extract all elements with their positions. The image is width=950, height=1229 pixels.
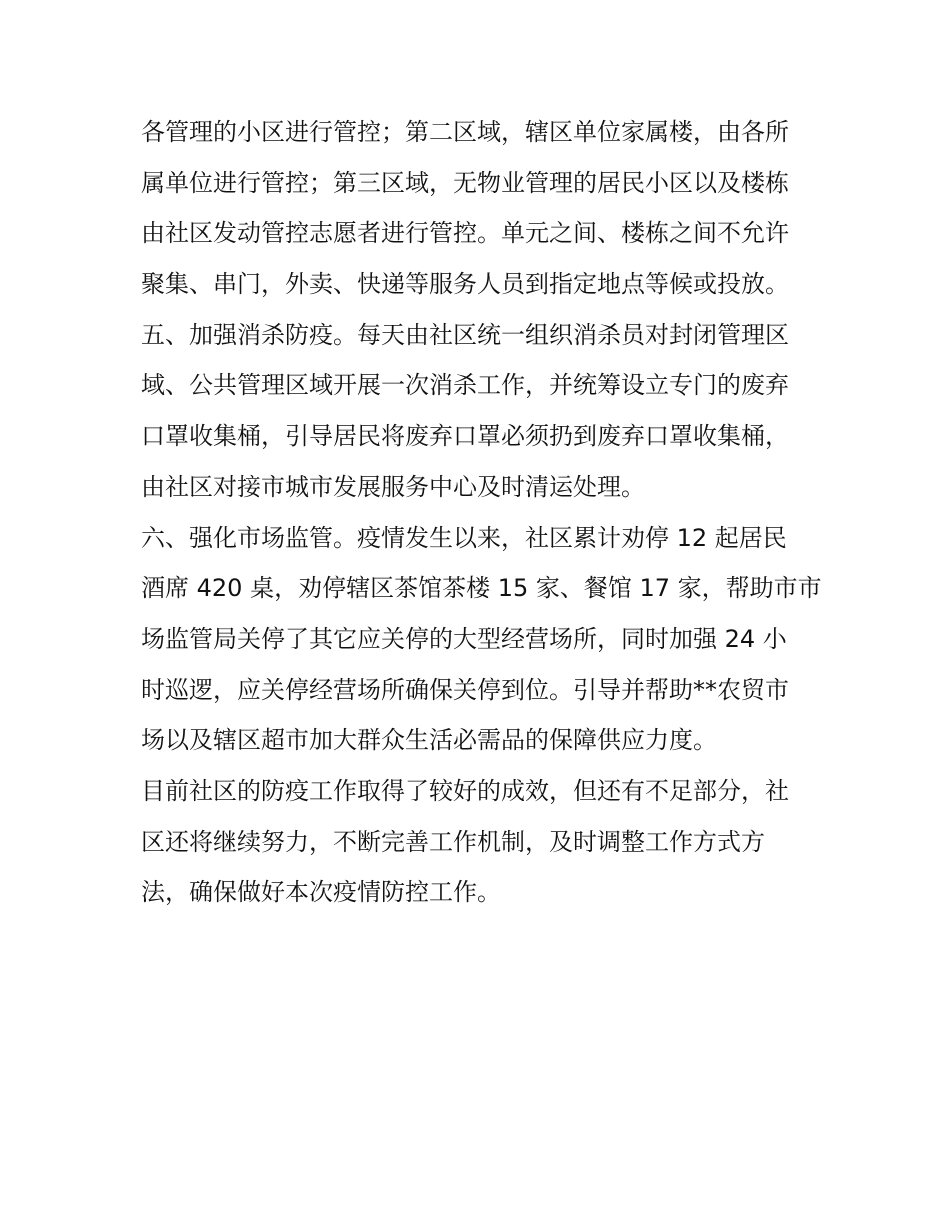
text-line: 时巡逻，应关停经营场所确保关停到位。引导并帮助**农贸市 [141, 675, 789, 704]
text-line: 法，确保做好本次疫情防控工作。 [141, 878, 501, 907]
text-line: 由社区对接市城市发展服务中心及时清运处理。 [141, 472, 645, 501]
text-line: 口罩收集桶，引导居民将废弃口罩必须扔到废弃口罩收集桶， [141, 422, 789, 451]
text-line: 五、加强消杀防疫。每天由社区统一组织消杀员对封闭管理区 [141, 320, 789, 349]
text-line: 酒席 420 桌，劝停辖区茶馆茶楼 15 家、餐馆 17 家，帮助市市 [141, 574, 822, 603]
text-line: 各管理的小区进行管控；第二区域，辖区单位家属楼，由各所 [141, 118, 789, 146]
body-text [141, 107, 822, 918]
text-line: 六、强化市场监管。疫情发生以来，社区累计劝停 12 起居民 [141, 523, 787, 552]
text-line: 域、公共管理区域开展一次消杀工作，并统筹设立专门的废弃 [141, 371, 789, 400]
text-line: 目前社区的防疫工作取得了较好的成效，但还有不足部分，社 [141, 776, 789, 805]
text-line: 属单位进行管控；第三区域，无物业管理的居民小区以及楼栋 [141, 168, 789, 197]
text-line: 聚集、串门，外卖、快递等服务人员到指定地点等候或投放。 [141, 270, 789, 299]
text-line: 场监管局关停了其它应关停的大型经营场所，同时加强 24 小 [141, 624, 787, 653]
text-line: 场以及辖区超市加大群众生活必需品的保障供应力度。 [141, 726, 717, 755]
text-line: 由社区发动管控志愿者进行管控。单元之间、楼栋之间不允许 [141, 219, 789, 248]
text-line: 区还将继续努力，不断完善工作机制，及时调整工作方式方 [141, 827, 765, 856]
